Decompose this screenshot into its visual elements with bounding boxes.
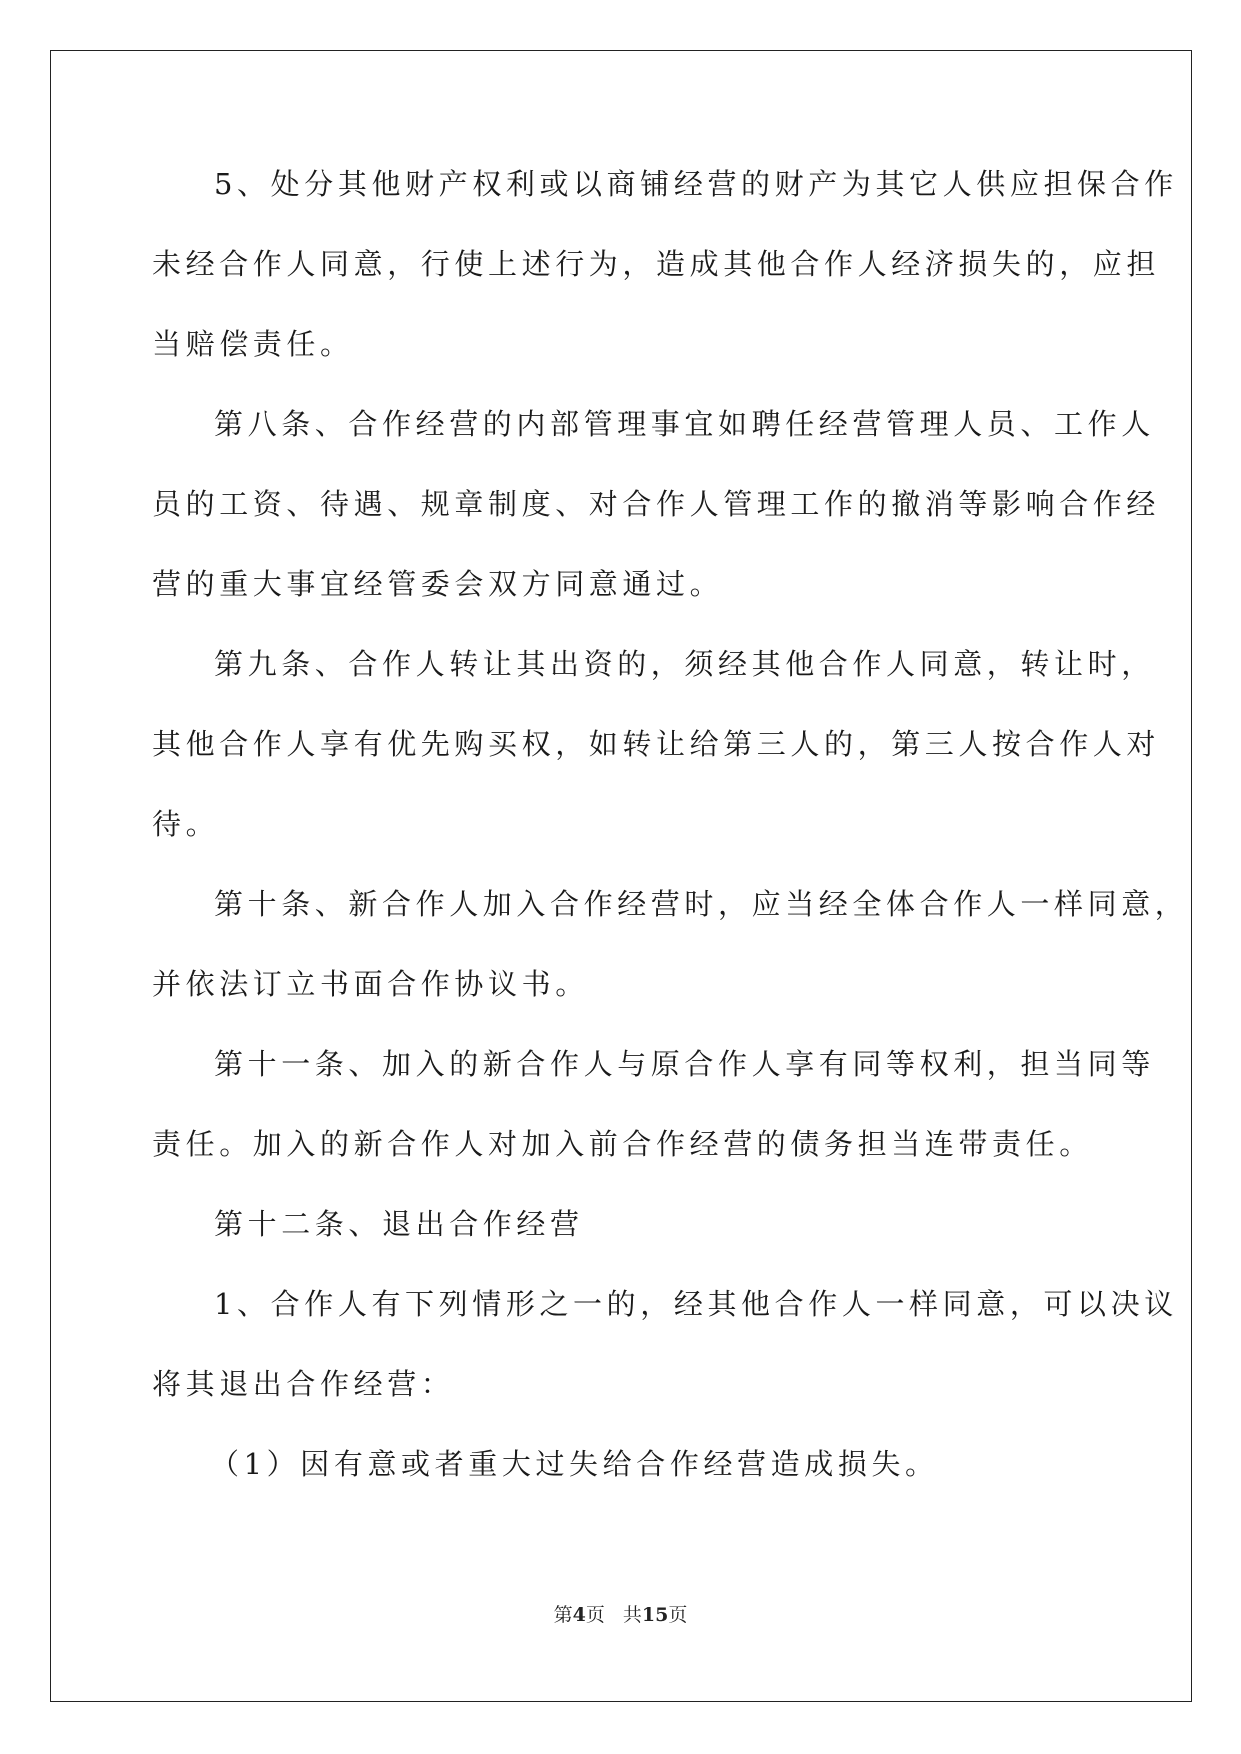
text-line: 其他合作人享有优先购买权，如转让给第三人的，第三人按合作人对 [152, 727, 1161, 761]
text-line: 并依法订立书面合作协议书。 [152, 967, 589, 1001]
text-line: 5、处分其他财产权利或以商铺经营的财产为其它人供应担保合作 [214, 167, 1178, 201]
page-prefix: 第 [553, 1604, 573, 1626]
text-line: 责任。加入的新合作人对加入前合作经营的债务担当连带责任。 [152, 1127, 1093, 1161]
text-line: 将其退出合作经营： [152, 1367, 455, 1401]
text-line: 第九条、合作人转让其出资的，须经其他合作人同意，转让时， [214, 647, 1155, 681]
text-line: 当赔偿责任。 [152, 327, 354, 361]
text-line: 第十条、新合作人加入合作经营时，应当经全体合作人一样同意， [214, 887, 1189, 921]
text-line: 1、合作人有下列情形之一的，经其他合作人一样同意，可以决议 [214, 1287, 1178, 1321]
page-suffix: 页 [585, 1604, 605, 1626]
total-pages: 15 [641, 1604, 669, 1626]
page-number: 4 [572, 1604, 586, 1626]
total-prefix: 共 [622, 1604, 642, 1626]
total-suffix: 页 [668, 1604, 688, 1626]
text-line: 第十一条、加入的新合作人与原合作人享有同等权利，担当同等 [214, 1047, 1155, 1081]
text-line: 待。 [152, 807, 220, 841]
text-line: 营的重大事宜经管委会双方同意通过。 [152, 567, 724, 601]
text-line: 未经合作人同意，行使上述行为，造成其他合作人经济损失的，应担 [152, 247, 1161, 281]
text-line: （1）因有意或者重大过失给合作经营造成损失。 [210, 1447, 939, 1481]
text-line: 第八条、合作经营的内部管理事宜如聘任经营管理人员、工作人 [214, 407, 1155, 441]
text-line: 员的工资、待遇、规章制度、对合作人管理工作的撤消等影响合作经 [152, 487, 1161, 521]
page-footer [0, 1603, 1241, 1627]
text-line: 第十二条、退出合作经营 [214, 1207, 584, 1241]
